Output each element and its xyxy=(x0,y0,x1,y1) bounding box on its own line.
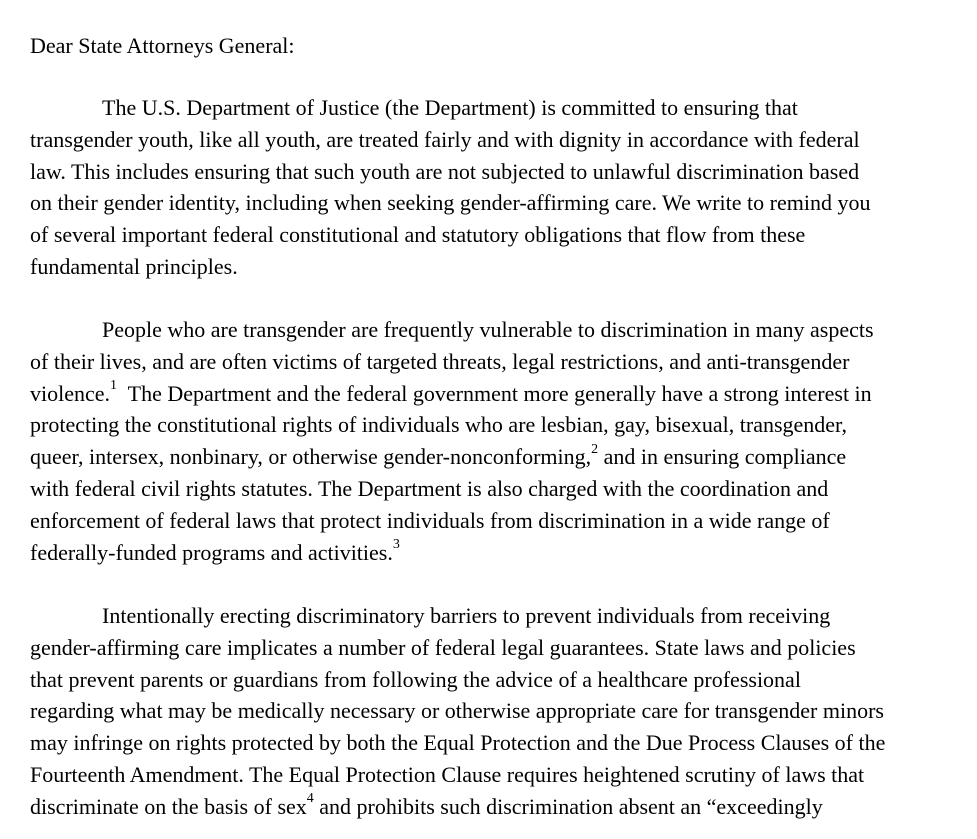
paragraph-line: Fourteenth Amendment. The Equal Protection Clause requires heightened scrutiny of laws that xyxy=(30,761,865,787)
line-text: queer, intersex, nonbinary, or otherwise gender-nonconforming, xyxy=(30,444,592,470)
paragraph-line xyxy=(30,791,970,823)
line-text: violence. xyxy=(30,380,111,406)
paragraph-1 xyxy=(30,92,970,283)
paragraph-line: of several important federal constitutional and statutory obligations that flow from these xyxy=(30,222,806,248)
line-text: and in ensuring compliance xyxy=(598,444,847,470)
paragraph-line: that prevent parents or guardians from following the advice of a healthcare professional xyxy=(30,666,801,692)
paragraph-line: law. This includes ensuring that such youth are not subjected to unlawful discrimination based xyxy=(30,158,860,184)
paragraph-line: fundamental principles. xyxy=(30,253,238,279)
footnote-marker-4[interactable]: 4 xyxy=(306,791,314,807)
paragraph-line: protecting the constitutional rights of individuals who are lesbian, gay, bisexual, transgender, xyxy=(30,412,847,438)
line-text: federally-funded programs and activities. xyxy=(30,539,393,565)
paragraph-line xyxy=(30,537,970,569)
footnote-marker-2[interactable]: 2 xyxy=(591,441,599,457)
paragraph-3 xyxy=(30,600,970,823)
paragraph-line: People who are transgender are frequently vulnerable to discrimination in many aspects xyxy=(102,317,874,342)
paragraph-line: enforcement of federal laws that protect individuals from discrimination in a wide range of xyxy=(30,507,830,533)
footnote-marker-1[interactable]: 1 xyxy=(110,378,118,394)
paragraph-line: transgender youth, like all youth, are treated fairly and with dignity in accordance with federal xyxy=(30,126,860,152)
paragraph-line xyxy=(30,378,970,410)
paragraph-line: regarding what may be medically necessary or otherwise appropriate care for transgender minors xyxy=(30,698,884,724)
paragraph-line: Intentionally erecting discriminatory barriers to prevent individuals from receiving xyxy=(102,603,831,628)
paragraph-line xyxy=(30,441,970,473)
salutation: Dear State Attorneys General: xyxy=(30,33,295,58)
line-text: and prohibits such discrimination absent an “exceedingly xyxy=(313,793,823,819)
paragraph-line: The U.S. Department of Justice (the Department) is committed to ensuring that xyxy=(102,95,798,120)
paragraph-2 xyxy=(30,314,970,568)
paragraph-line: may infringe on rights protected by both the Equal Protection and the Due Process Clauses of the xyxy=(30,730,886,756)
paragraph-line: gender-affirming care implicates a number of federal legal guarantees. State laws and policies xyxy=(30,634,856,660)
paragraph-line: on their gender identity, including when seeking gender-affirming care. We write to remind you xyxy=(30,190,871,216)
line-text: discriminate on the basis of sex xyxy=(30,793,307,819)
paragraph-line: of their lives, and are often victims of targeted threats, legal restrictions, and anti-transgender xyxy=(30,348,850,374)
line-text: The Department and the federal government more generally have a strong interest in xyxy=(117,380,872,406)
paragraph-line: with federal civil rights statutes. The Department is also charged with the coordination and xyxy=(30,475,829,501)
footnote-marker-3[interactable]: 3 xyxy=(392,537,400,553)
